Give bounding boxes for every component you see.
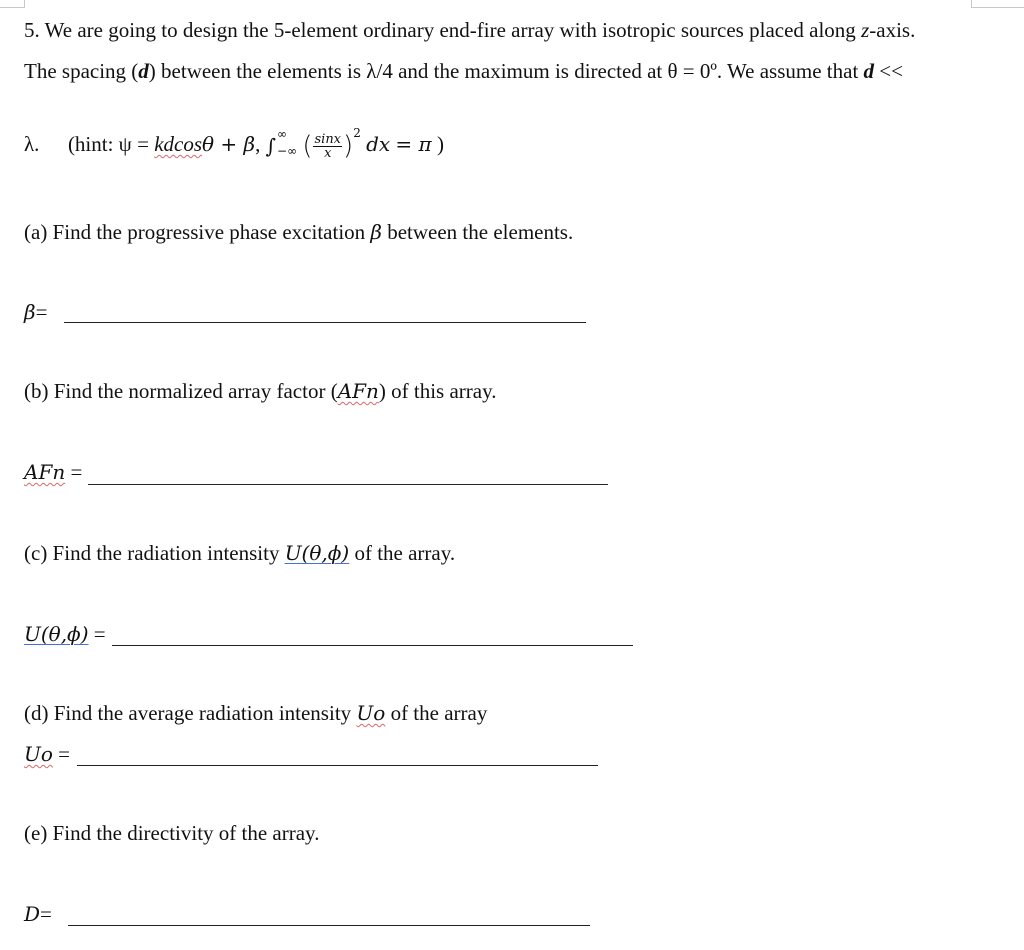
integral-lower-limit: −∞	[277, 144, 298, 159]
question-text: (c) Find the radiation intensity	[24, 541, 285, 565]
equals-sign: =	[40, 902, 52, 926]
integral-sign: ∫	[265, 134, 277, 158]
answer-symbol: Uo	[24, 742, 53, 766]
paren-open: (	[302, 131, 313, 162]
problem-text: The spacing (	[24, 59, 139, 83]
intensity-symbol: U(θ,ϕ)	[284, 541, 350, 565]
question-text-end: of the array.	[349, 541, 456, 565]
paren-close: )	[343, 131, 354, 162]
question-text: (a) Find the progressive phase excitation	[24, 220, 371, 244]
problem-line-1	[24, 16, 915, 44]
problem-line-3-hint	[24, 118, 444, 161]
answer-a-label	[24, 298, 47, 326]
fraction-denominator: x	[324, 145, 332, 161]
integral-dx: dx	[366, 132, 391, 156]
page-corner-mark-left	[0, 0, 25, 8]
hint-comma: ,	[255, 132, 261, 156]
answer-b-blank[interactable]	[88, 484, 608, 485]
equals-sign: =	[58, 742, 70, 766]
question-text: (e) Find the directivity of the array.	[24, 821, 320, 845]
answer-symbol: U(θ,ϕ)	[24, 622, 89, 646]
problem-text: ) between the elements is λ/4 and the maximum is directed at θ = 0º. We assume that	[148, 59, 864, 83]
answer-d-blank[interactable]	[77, 765, 598, 766]
question-a	[24, 218, 573, 246]
sinx-over-x-fraction	[313, 133, 342, 160]
problem-line-2	[24, 57, 903, 85]
integral-upper-limit: ∞	[277, 127, 288, 142]
integral-result: = π	[395, 132, 432, 156]
fraction-numerator: sinx	[314, 131, 342, 147]
hint-kdcos: kdcos	[154, 132, 203, 156]
answer-e-label	[24, 900, 52, 928]
page-corner-mark-right	[971, 0, 1024, 8]
problem-text-end: -axis.	[869, 18, 916, 42]
question-b	[24, 377, 497, 405]
answer-d-label	[24, 740, 70, 768]
question-text-end: of the array	[385, 701, 488, 725]
answer-a-blank[interactable]	[64, 322, 586, 323]
power-exponent: 2	[353, 126, 361, 140]
lambda-symbol: λ.	[24, 132, 40, 156]
question-text-end: between the elements.	[381, 220, 574, 244]
problem-text: <<	[874, 59, 903, 83]
question-c	[24, 539, 455, 567]
question-e	[24, 819, 319, 847]
equals-sign: =	[35, 300, 48, 324]
answer-symbol: AFn	[24, 460, 66, 484]
answer-c-label	[24, 620, 106, 648]
question-text: (d) Find the average radiation intensity	[24, 701, 357, 725]
answer-symbol: β	[24, 300, 36, 324]
answer-c-blank[interactable]	[112, 645, 633, 646]
hint-prefix: (hint: ψ =	[67, 132, 155, 156]
spacing-symbol: d	[138, 59, 149, 83]
question-d	[24, 699, 487, 727]
question-text: (b) Find the normalized array factor (	[24, 379, 338, 403]
afn-symbol: AFn	[337, 379, 379, 403]
problem-text: 5. We are going to design the 5-element ordinary end-fire array with isotropic sources placed along	[24, 18, 862, 42]
spacing-symbol: d	[863, 59, 875, 83]
hint-close: )	[436, 132, 444, 156]
beta-symbol: β	[370, 220, 382, 244]
uo-symbol: Uo	[356, 701, 386, 725]
answer-b-label	[24, 458, 82, 486]
answer-e-blank[interactable]	[68, 925, 590, 926]
question-text-end: ) of this array.	[378, 379, 497, 403]
equals-sign: =	[93, 622, 106, 646]
integral-limits	[277, 127, 298, 159]
answer-symbol: D	[24, 902, 41, 926]
hint-theta-beta: θ + β	[202, 132, 256, 156]
equals-sign: =	[70, 460, 83, 484]
axis-variable: z	[861, 18, 870, 42]
